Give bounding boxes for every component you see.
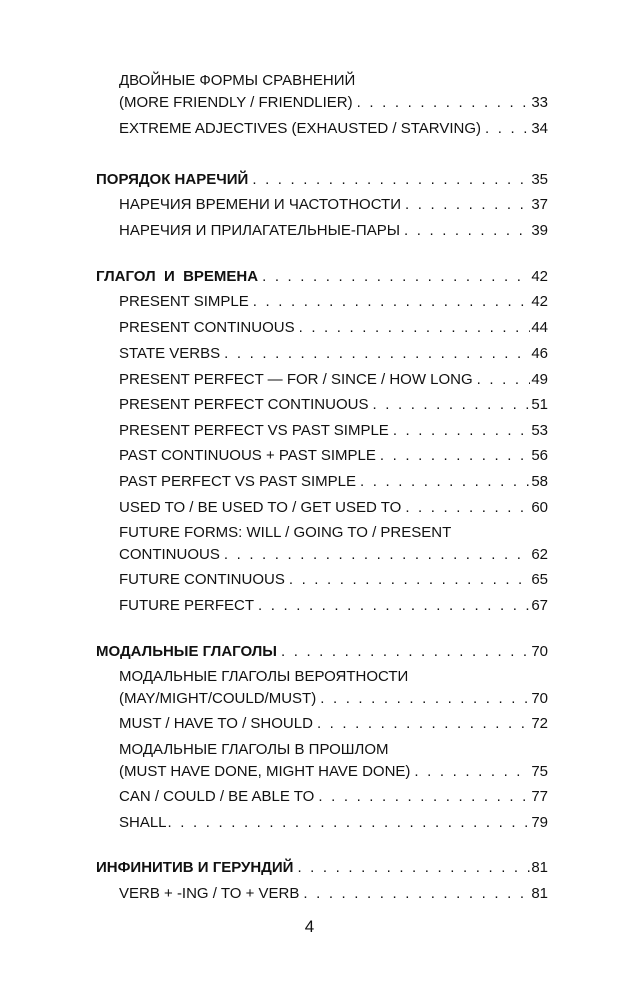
dot-leader — [393, 422, 531, 440]
dot-leader — [380, 447, 530, 465]
toc-entry — [119, 597, 548, 615]
toc-entry-label: EXTREME ADJECTIVES (EXHAUSTED / STARVING) — [119, 120, 482, 137]
toc-section-heading — [96, 268, 548, 286]
toc-entry-page: 60 — [531, 499, 548, 516]
page-number: 4 — [304, 917, 315, 936]
toc-entry-page: 75 — [531, 763, 548, 780]
toc-entry — [119, 396, 548, 414]
toc-entry-page: 37 — [531, 196, 548, 213]
dot-leader — [262, 268, 530, 286]
toc-entry-first-line: МОДАЛЬНЫЕ ГЛАГОЛЫ В ПРОШЛОМ — [119, 741, 389, 758]
toc-entry — [119, 814, 548, 832]
toc-entry-label: PAST PERFECT VS PAST SIMPLE — [119, 473, 357, 490]
toc-entry-label: FUTURE PERFECT — [119, 597, 254, 614]
toc-section-page: 42 — [531, 268, 548, 285]
toc-entry — [119, 345, 548, 363]
toc-entry — [119, 571, 548, 589]
toc-entry-page: 49 — [531, 371, 548, 388]
dot-leader — [303, 885, 530, 903]
dot-leader — [404, 222, 530, 240]
toc-entry-page: 46 — [531, 345, 548, 362]
toc-entry — [119, 120, 548, 138]
toc-entry-label: НАРЕЧИЯ И ПРИЛАГАТЕЛЬНЫЕ-ПАРЫ — [119, 222, 400, 239]
dot-leader — [289, 571, 530, 589]
toc-section-label: ГЛАГОЛ И ВРЕМЕНА — [96, 268, 259, 285]
toc-entry-first-line: МОДАЛЬНЫЕ ГЛАГОЛЫ ВЕРОЯТНОСТИ — [119, 668, 409, 685]
toc-entry-label: USED TO / BE USED TO / GET USED TO — [119, 499, 402, 516]
toc-entry-first-line: FUTURE FORMS: WILL / GOING TO / PRESENT — [119, 524, 452, 541]
toc-entry-page: 65 — [531, 571, 548, 588]
toc-entry — [119, 690, 548, 708]
dot-leader — [224, 546, 530, 564]
dot-leader — [405, 196, 530, 214]
dot-leader — [485, 120, 530, 138]
toc-entry-label: (MORE FRIENDLY / FRIENDLIER) — [119, 94, 353, 111]
toc-entry-page: 58 — [531, 473, 548, 490]
toc-entry-page: 42 — [531, 293, 548, 310]
toc-entry-label: CAN / COULD / BE ABLE TO — [119, 788, 315, 805]
dot-leader — [299, 319, 531, 337]
toc-entry-page: 62 — [531, 546, 548, 563]
toc-entry — [119, 499, 548, 517]
dot-leader — [317, 715, 530, 733]
toc-entry — [119, 371, 548, 389]
toc-entry-page: 33 — [531, 94, 548, 111]
dot-leader — [320, 690, 530, 708]
dot-leader — [414, 763, 530, 781]
toc-entry-page: 67 — [531, 597, 548, 614]
toc-entry — [119, 473, 548, 491]
toc-entry — [119, 715, 548, 733]
toc-entry-page: 70 — [531, 690, 548, 707]
toc-entry — [119, 94, 548, 112]
toc-entry-label: FUTURE CONTINUOUS — [119, 571, 285, 588]
toc-entry-label: PRESENT PERFECT — FOR / SINCE / HOW LONG — [119, 371, 473, 388]
toc-section-label: ИНФИНИТИВ И ГЕРУНДИЙ — [96, 859, 294, 876]
toc-entry-page: 44 — [531, 319, 548, 336]
toc-section-page: 70 — [531, 643, 548, 660]
toc-entry — [119, 788, 548, 806]
toc-entry-page: 39 — [531, 222, 548, 239]
toc-entry — [119, 546, 548, 564]
toc-entry-label: STATE VERBS — [119, 345, 221, 362]
toc-entry-page: 81 — [531, 885, 548, 902]
toc-entry-page: 79 — [531, 814, 548, 831]
toc-entry — [119, 293, 548, 311]
toc-entry — [119, 222, 548, 240]
toc-section-heading — [96, 859, 548, 877]
toc-entry-first-line: ДВОЙНЫЕ ФОРМЫ СРАВНЕНИЙ — [119, 72, 356, 89]
toc-entry-label: CONTINUOUS — [119, 546, 220, 563]
toc-entry — [119, 763, 548, 781]
toc-entry — [119, 422, 548, 440]
toc-entry-label: (MUST HAVE DONE, MIGHT HAVE DONE) — [119, 763, 411, 780]
toc-entry-label: PRESENT PERFECT CONTINUOUS — [119, 396, 369, 413]
dot-leader — [281, 643, 530, 661]
toc-entry — [119, 319, 548, 337]
dot-leader — [258, 597, 530, 615]
toc-entry-label: PRESENT CONTINUOUS — [119, 319, 295, 336]
dot-leader — [372, 396, 530, 414]
dot-leader — [477, 371, 531, 389]
toc-section-page: 81 — [531, 859, 548, 876]
toc-entry — [119, 447, 548, 465]
dot-leader — [168, 814, 531, 832]
toc-entry-label: VERB + -ING / TO + VERB — [119, 885, 300, 902]
dot-leader — [253, 293, 531, 311]
toc-entry-page: 77 — [531, 788, 548, 805]
toc-entry-label: PAST CONTINUOUS + PAST SIMPLE — [119, 447, 376, 464]
toc-section-heading — [96, 643, 548, 661]
toc-entry-label: PRESENT SIMPLE — [119, 293, 249, 310]
toc-entry-page: 56 — [531, 447, 548, 464]
dot-leader — [360, 473, 530, 491]
toc-entry-page: 72 — [531, 715, 548, 732]
toc-section-heading — [96, 171, 548, 189]
toc-section-page: 35 — [531, 171, 548, 188]
dot-leader — [318, 788, 530, 806]
toc-entry-label: SHALL — [119, 814, 167, 831]
toc-entry-label: (MAY/MIGHT/COULD/MUST) — [119, 690, 317, 707]
dot-leader — [297, 859, 530, 877]
toc-entry — [119, 196, 548, 214]
toc-entry-label: НАРЕЧИЯ ВРЕМЕНИ И ЧАСТОТНОСТИ — [119, 196, 401, 213]
toc-entry-label: PRESENT PERFECT VS PAST SIMPLE — [119, 422, 389, 439]
toc-entry-label: MUST / HAVE TO / SHOULD — [119, 715, 313, 732]
toc-entry-page: 34 — [531, 120, 548, 137]
toc-entry-page: 51 — [531, 396, 548, 413]
toc-section-label: МОДАЛЬНЫЕ ГЛАГОЛЫ — [96, 643, 277, 660]
dot-leader — [252, 171, 530, 189]
dot-leader — [357, 94, 531, 112]
dot-leader — [405, 499, 530, 517]
dot-leader — [224, 345, 530, 363]
toc-entry — [119, 885, 548, 903]
toc-entry-page: 53 — [531, 422, 548, 439]
toc-section-label: ПОРЯДОК НАРЕЧИЙ — [96, 171, 249, 188]
